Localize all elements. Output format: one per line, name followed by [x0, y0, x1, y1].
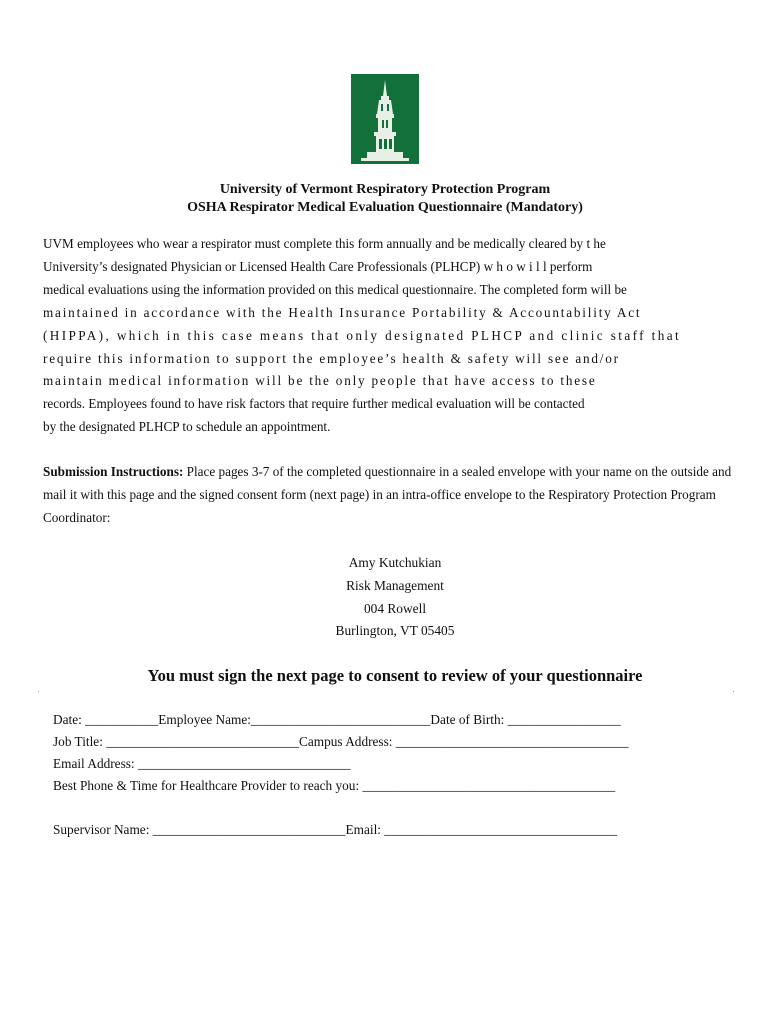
scan-dot — [733, 691, 734, 692]
submission-instructions — [43, 461, 733, 530]
coordinator-name: Amy Kutchukian — [348, 555, 442, 570]
coordinator-street: 004 Rowell — [363, 600, 427, 616]
coordinator-dept: Risk Management — [346, 577, 444, 593]
scan-dot — [38, 691, 39, 692]
intro-line: UVM employees who wear a respirator must complete this form annually and be medically cleared by t he — [43, 236, 606, 251]
intro-paragraph — [43, 233, 733, 439]
intro-line: records. Employees found to have risk factors that require further medical evaluation will be contacted — [43, 396, 585, 412]
form-row-phone-time[interactable]: Best Phone & Time for Healthcare Provider to reach you: ______________________________________ — [53, 777, 616, 793]
intro-line: medical evaluations using the information provided on this medical questionnaire. The completed form will be — [43, 281, 627, 297]
questionnaire-title: OSHA Respirator Medical Evaluation Questionnaire (Mandatory) — [187, 200, 583, 215]
form-row-supervisor[interactable]: Supervisor Name: _____________________________Email: ___________________________________ — [53, 821, 617, 837]
bell-tower-icon — [351, 74, 419, 164]
form-row-email[interactable]: Email Address: ________________________________ — [53, 755, 351, 771]
form-row-job-campus[interactable]: Job Title: _____________________________Campus Address: ___________________________________ — [53, 733, 629, 749]
submission-text: Place pages 3-7 of the completed questionnaire in a sealed envelope with your name on the outside and mail it with this page and the signed consent form (next page) in an intra-office envelope to the Respiratory Protection Program Coordinator: — [43, 464, 732, 525]
intro-line: require this information to support the employee’s health & safety will see and/or — [43, 350, 620, 366]
intro-line: by the designated PLHCP to schedule an appointment. — [43, 419, 331, 435]
intro-line: (HIPPA), which in this case means that only designated PLHCP and clinic staff that — [43, 327, 682, 343]
intro-line: maintained in accordance with the Health Insurance Portability & Accountability Act — [43, 304, 642, 320]
submission-label: Submission Instructions: — [43, 464, 184, 479]
intro-line: maintain medical information will be the only people that have access to these — [43, 373, 597, 389]
coordinator-address — [0, 552, 770, 643]
coordinator-city: Burlington, VT 05405 — [335, 623, 455, 639]
form-row-date-name-dob[interactable]: Date: ___________Employee Name:___________________________Date of Birth: _________________ — [53, 712, 621, 727]
consent-notice: You must sign the next page to consent to review of your questionnaire — [147, 666, 643, 685]
uvm-logo — [351, 74, 419, 164]
program-title: University of Vermont Respiratory Protection Program — [219, 182, 551, 197]
intro-line: University’s designated Physician or Licensed Health Care Professionals (PLHCP) w h o w i l l perform — [43, 258, 593, 274]
employee-info-form — [53, 709, 629, 841]
form-spacer — [53, 797, 629, 819]
